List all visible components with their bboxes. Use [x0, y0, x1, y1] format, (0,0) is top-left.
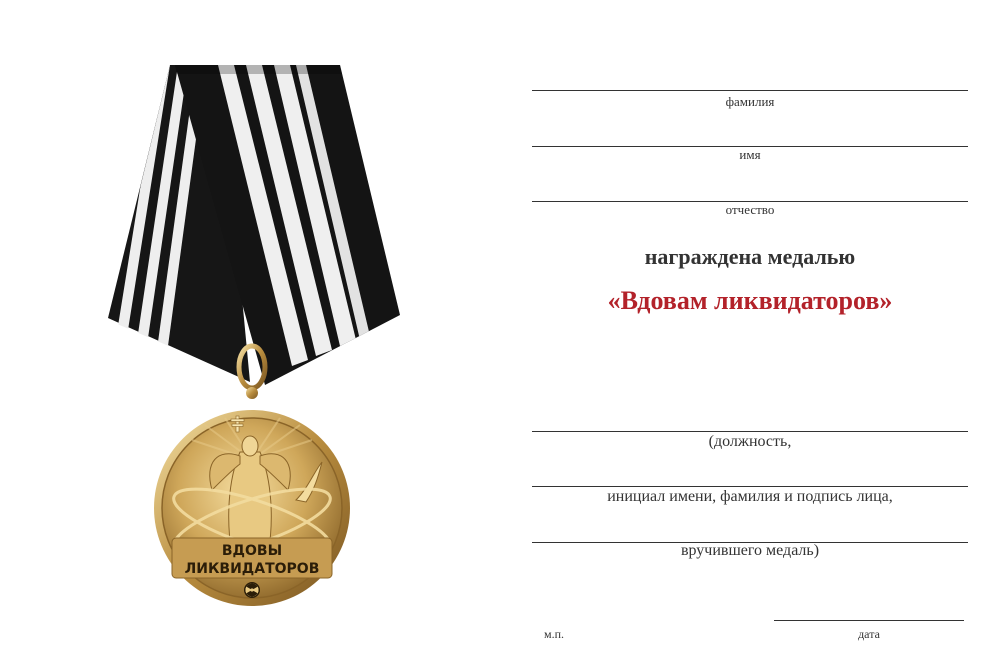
- position-field-line[interactable]: [532, 431, 968, 432]
- award-certificate-form: [532, 0, 968, 667]
- signature-label: инициал имени, фамилия и подпись лица,: [607, 488, 893, 505]
- radiation-icon: [244, 582, 260, 598]
- position-label: (должность,: [708, 433, 792, 450]
- patronymic-label: отчество: [725, 202, 775, 217]
- date-label: дата: [858, 627, 880, 641]
- medal-image: [100, 60, 420, 620]
- stamp-label: м.п.: [544, 627, 565, 641]
- medal-illustration: [100, 60, 420, 620]
- medal-inscription-line2: ЛИКВИДАТОРОВ: [184, 561, 320, 577]
- name-label: имя: [739, 147, 761, 162]
- medal-disc: [154, 410, 350, 606]
- medal-name: «Вдовам ликвидаторов»: [607, 286, 893, 315]
- signature-field-line[interactable]: [532, 486, 968, 487]
- awarded-text: награждена медалью: [644, 244, 856, 269]
- presenter-label: вручившего медаль): [680, 542, 820, 559]
- surname-label: фамилия: [725, 94, 775, 109]
- medal-inscription-line1: ВДОВЫ: [221, 543, 283, 559]
- surname-field-line[interactable]: [532, 90, 968, 91]
- date-field-line[interactable]: [774, 620, 964, 621]
